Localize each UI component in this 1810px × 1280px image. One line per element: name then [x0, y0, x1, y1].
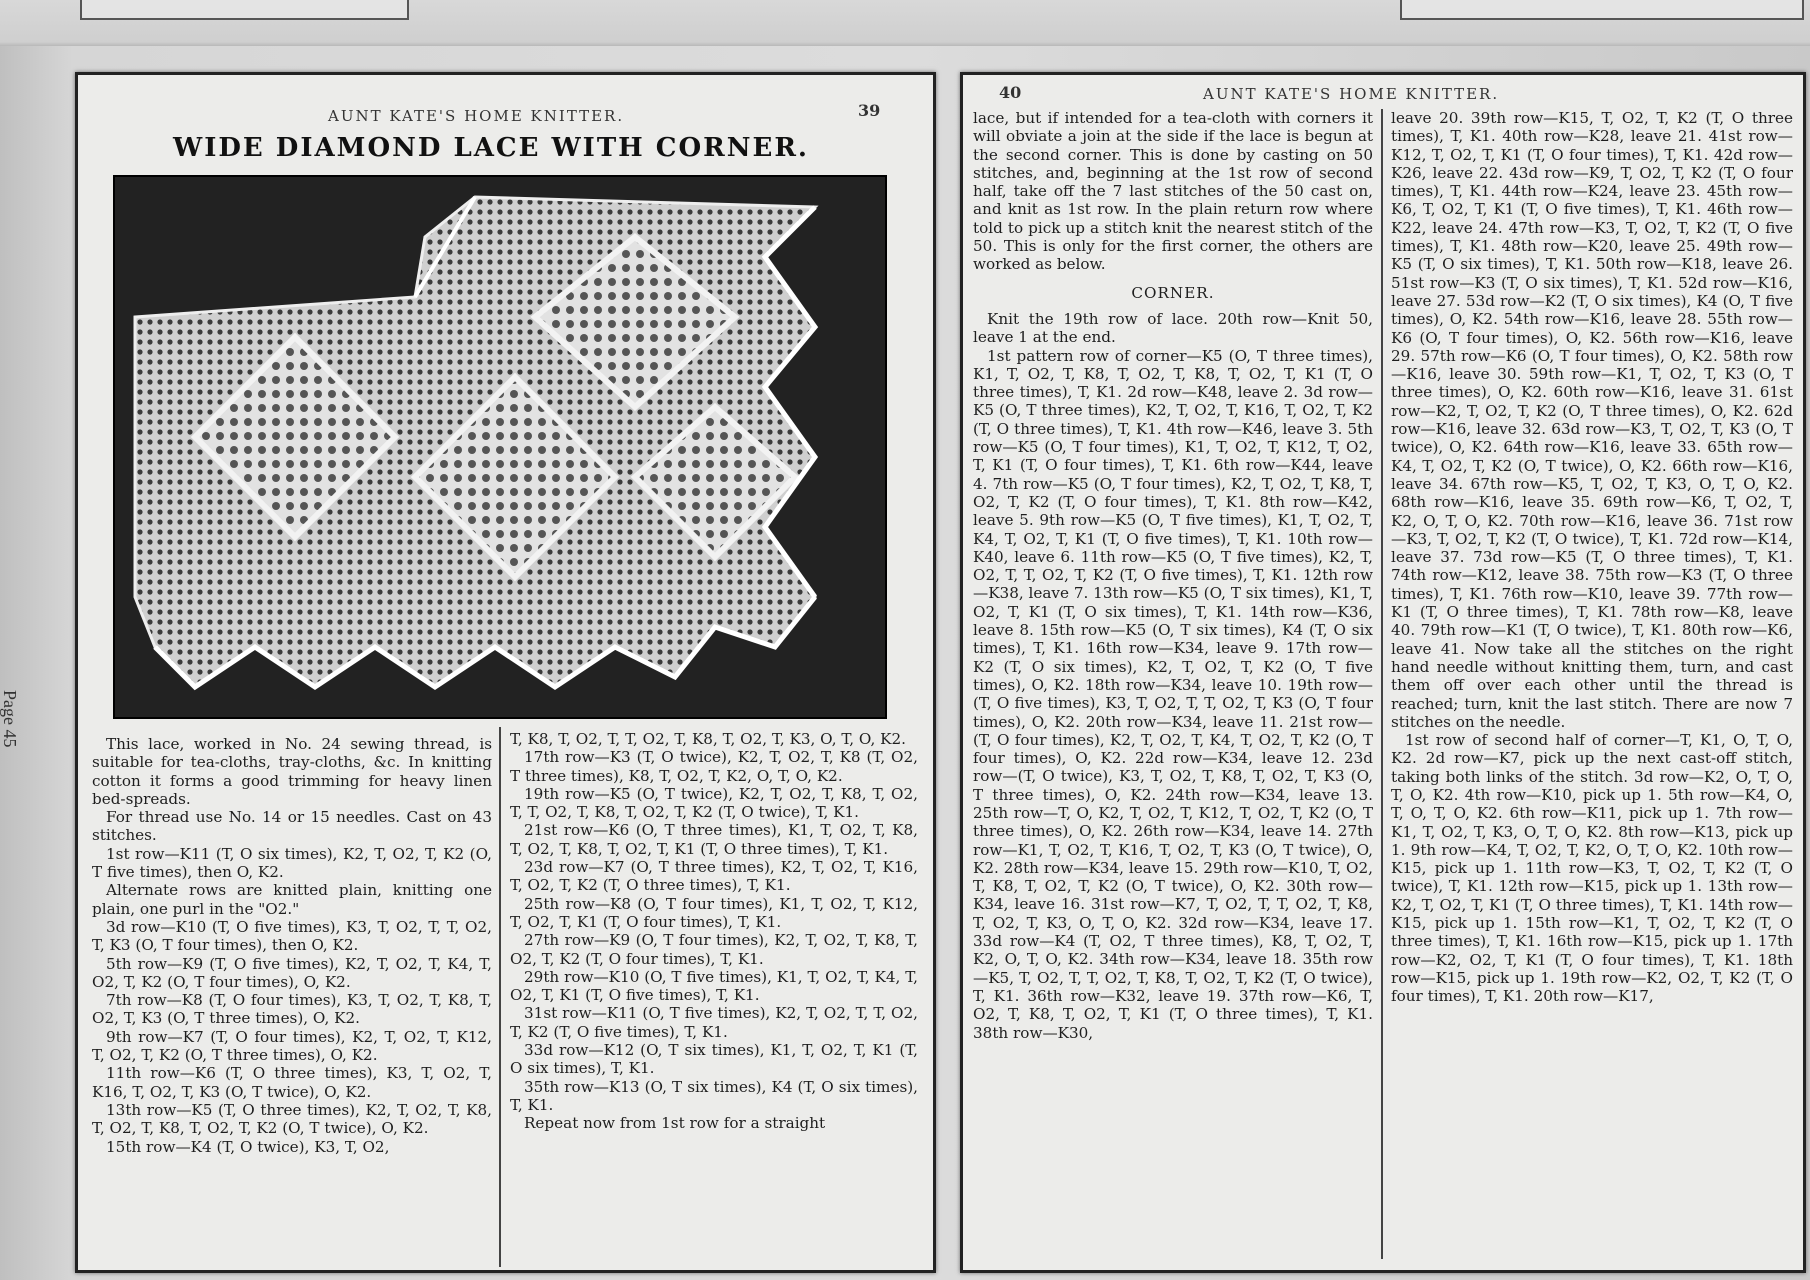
lace-photo — [113, 175, 887, 719]
left-column-2 — [510, 730, 918, 1265]
left-page — [75, 72, 936, 1273]
right-page — [960, 72, 1806, 1273]
paragraph: lace, but if intended for a tea-cloth with corners it will obviate a join at the side if the lace is begun at the second corner. This is done by casting on 50 stitches, and, beginning at the 1st row of second half, take off the 7 last stitches of the 50 cast on, and knit as 1st row. In the plain return row where told to pick up a stitch knit the nearest stitch of the 50. This is only for the first corner, the others are worked as below. — [973, 109, 1373, 274]
running-head-right: AUNT KATE'S HOME KNITTER. — [1203, 85, 1500, 103]
prev-page-edge — [80, 0, 409, 20]
page-title: WIDE DIAMOND LACE WITH CORNER. — [173, 133, 809, 163]
paragraph: 1st row of second half of corner—T, K1, O, T, O, K2. 2d row—K7, pick up the next cast-off stitch, taking both links of the stitch. 3d row—K2, O, T, O, T, O, K2. 4th row—K10, pick up 1. 5th row—K4, O, T, O, T, O, K2. 6th row—K11, pick up 1. 7th row—K1, T, O2, T, K3, O, T, O, K2. 8th row—K13, pick up 1. 9th row—K4, T, O2, T, K2, O, T, O, K2. 10th row—K15, pick up 1. 11th row—K3, T, O2, T, K2 (T, O twice), T, K1. 12th row—K15, pick up 1. 13th row—K2, T, O2, T, K1 (T, O three times), T, K1. 14th row—K15, pick up 1. 15th row—K1, T, O2, T, K2 (T, O three times), T, K1. 16th row—K15, pick up 1. 17th row—K2, O2, T, K1 (T, O four times), T, K1. 18th row—K15, pick up 1. 19th row—K2, O2, T, K2 (T, O four times), T, K1. 20th row—K17, — [1391, 731, 1793, 1006]
paragraph: Knit the 19th row of lace. 20th row—Knit 50, leave 1 at the end. — [973, 309, 1373, 347]
paragraph: 35th row—K13 (O, T six times), K4 (T, O six times), T, K1. — [510, 1077, 918, 1114]
paragraph: 11th row—K6 (T, O three times), K3, T, O2, T, K16, T, O2, T, K3 (O, T twice), O, K2. — [92, 1064, 492, 1101]
paragraph: 5th row—K9 (T, O five times), K2, T, O2, T, K4, T, O2, T, K2 (O, T four times), O, K2. — [92, 954, 492, 991]
page-number-right: 40 — [999, 83, 1022, 102]
column-divider-left — [499, 727, 501, 1267]
paragraph: 25th row—K8 (O, T four times), K1, T, O2, T, K12, T, O2, T, K1 (T, O four times), T, K1. — [510, 894, 918, 931]
paragraph: 33d row—K12 (O, T six times), K1, T, O2, T, K1 (T, O six times), T, K1. — [510, 1041, 918, 1078]
paragraph: 23d row—K7 (O, T three times), K2, T, O2, T, K16, T, O2, T, K2 (T, O three times), T, K1. — [510, 858, 918, 895]
paragraph: 31st row—K11 (O, T five times), K2, T, O2, T, T, O2, T, K2 (T, O five times), T, K1. — [510, 1004, 918, 1041]
right-column-2 — [1391, 109, 1793, 1264]
running-head-left: AUNT KATE'S HOME KNITTER. — [328, 107, 625, 125]
paragraph: 3d row—K10 (T, O five times), K3, T, O2, T, T, O2, T, K3 (O, T four times), then O, K2. — [92, 917, 492, 955]
paragraph: Alternate rows are knitted plain, knitting one plain, one purl in the "O2." — [92, 881, 492, 918]
left-column-1 — [92, 735, 492, 1265]
prev-page-edge-right — [1400, 0, 1804, 20]
paragraph: T, K8, T, O2, T, T, O2, T, K8, T, O2, T, K3, O, T, O, K2. — [510, 730, 906, 748]
corner-heading: CORNER. — [1131, 283, 1215, 302]
paragraph: For thread use No. 14 or 15 needles. Cast on 43 stitches. — [92, 808, 492, 845]
paragraph: leave 20. 39th row—K15, T, O2, T, K2 (T, O three times), T, K1. 40th row—K28, leave 21. 41st row—K12, T, O2, T, K1 (T, O four times), T, K1. 42d row—K26, leave 22. 43d row—K9, T, O2, T, K2 (T, O four times), T, K1. 44th row—K24, leave 23. 45th row—K6, T, O2, T, K1 (T, O five times), T, K1. 46th row—K22, leave 24. 47th row—K3, T, O2, T, K2 (T, O five times), T, K1. 48th row—K20, leave 25. 49th row—K5 (T, O six times), T, K1. 50th row—K18, leave 26. 51st row—K3 (T, O six times), T, K1. 52d row—K16, leave 27. 53d row—K2 (T, O six times), K4 (O, T five times), O, K2. 54th row—K16, leave 28. 55th row—K6 (O, T four times), O, K2. 56th row—K16, leave 29. 57th row—K6 (O, T four times), O, K2. 58th row—K16, leave 30. 59th row—K1, T, O2, T, K3 (O, T three times), O, K2. 60th row—K16, leave 31. 61st row—K2, T, O2, T, K2 (O, T three times), O, K2. 62d row—K16, leave 32. 63d row—K3, T, O2, T, K3 (O, T twice), O, K2. 64th row—K16, leave 33. 65th row—K4, T, O2, T, K2 (O, T twice), O, K2. 66th row—K16, leave 34. 67th row—K5, T, O2, T, K3, O, T, O, K2. 68th row—K16, leave 35. 69th row—K6, T, O2, T, K2, O, T, O, K2. 70th row—K16, leave 36. 71st row—K3, T, O2, T, K2 (T, O twice), T, K1. 72d row—K14, leave 37. 73d row—K5 (T, O three times), T, K1. 74th row—K12, leave 38. 75th row—K3 (T, O three times), T, K1. 76th row—K10, leave 39. 77th row—K1 (T, O three times), T, K1. 78th row—K8, leave 40. 79th row—K1 (T, O twice), T, K1. 80th row—K6, leave 41. Now take all the stitches on the right hand needle without knitting them, turn, and cast them off over each other until the thread is reached; turn, knit the last stitch. There are now 7 stitches on the needle. — [1391, 109, 1793, 731]
paragraph: 13th row—K5 (T, O three times), K2, T, O2, T, K8, T, O2, T, K8, T, O2, T, K2 (O, T twice), O, K2. — [92, 1100, 492, 1138]
paragraph: 1st pattern row of corner—K5 (O, T three times), K1, T, O2, T, K8, T, O2, T, K8, T, O2, T, K1 (T, O three times), T, K1. 2d row—K48, leave 2. 3d row—K5 (O, T three times), K2, T, O2, T, K16, T, O2, T, K2 (T, O three times), T, K1. 4th row—K46, leave 3. 5th row—K5 (O, T four times), K1, T, O2, T, K12, T, O2, T, K1 (T, O four times), T, K1. 6th row—K44, leave 4. 7th row—K5 (O, T four times), K2, T, O2, T, K8, T, O2, T, K2 (T, O four times), T, K1. 8th row—K42, leave 5. 9th row—K5 (O, T five times), K1, T, O2, T, K4, T, O2, T, K1 (T, O five times), T, K1. 10th row—K40, leave 6. 11th row—K5 (O, T five times), K2, T, O2, T, T, O2, T, K2 (T, O five times), T, K1. 12th row—K38, leave 7. 13th row—K5 (O, T six times), K1, T, O2, T, K1 (T, O six times), T, K1. 14th row—K36, leave 8. 15th row—K5 (O, T six times), K4 (T, O six times), T, K1. 16th row—K34, leave 9. 17th row—K2 (T, O six times), K2, T, O2, T, K2 (O, T five times), O, K2. 18th row—K34, leave 10. 19th row—(T, O five times), K3, T, O2, T, T, O2, T, K3 (O, T four times), O, K2. 20th row—K34, leave 11. 21st row—(T, O four times), K2, T, O2, T, K4, T, O2, T, K2 (O, T four times), O, K2. 22d row—K34, leave 12. 23d row—(T, O twice), K3, T, O2, T, K8, T, O2, T, K3 (O, T three times), O, K2. 24th row—K34, leave 13. 25th row—T, O, K2, T, O2, T, K12, T, O2, T, K2 (O, T three times), O, K2. 26th row—K34, leave 14. 27th row—K1, T, O2, T, K16, T, O2, T, K3 (O, T twice), O, K2. 28th row—K34, leave 15. 29th row—K10, T, O2, T, K8, T, O2, T, K2 (O, T twice), O, K2. 30th row—K34, leave 16. 31st row—K7, T, O2, T, T, O2, T, K8, T, O2, T, K3, O, T, O, K2. 32d row—K34, leave 17. 33d row—K4 (T, O2, T three times), K8, T, O2, T, K2, O, T, O, K2. 34th row—K34, leave 18. 35th row—K5, T, O2, T, T, O2, T, K8, T, O2, T, K2 (T, O twice), T, K1. 36th row—K32, leave 19. 37th row—K6, T, O2, T, K8, T, O2, T, K1 (T, O three times), T, K1. 38th row—K30, — [973, 346, 1373, 1042]
paragraph: 7th row—K8 (T, O four times), K3, T, O2, T, K8, T, O2, T, K3 (O, T three times), O, K2. — [92, 991, 492, 1028]
paragraph: Repeat now from 1st row for a straight — [524, 1114, 826, 1133]
paragraph: This lace, worked in No. 24 sewing thread, is suitable for tea-cloths, tray-cloths, &c. In knitting cotton it forms a good trimming for heavy linen bed-spreads. — [92, 735, 492, 808]
lace-photo-icon — [115, 177, 885, 717]
paragraph: 1st row—K11 (T, O six times), K2, T, O2, T, K2 (O, T five times), then O, K2. — [92, 844, 492, 882]
paragraph: 21st row—K6 (O, T three times), K1, T, O2, T, K8, T, O2, T, K8, T, O2, T, K1 (T, O three times), T, K1. — [510, 821, 918, 858]
paragraph: 15th row—K4 (T, O twice), K3, T, O2, — [106, 1137, 390, 1156]
paragraph: 9th row—K7 (T, O four times), K2, T, O2, T, K12, T, O2, T, K2 (O, T three times), O, K2. — [92, 1027, 492, 1065]
right-column-1 — [973, 109, 1373, 1264]
paragraph: 17th row—K3 (T, O twice), K2, T, O2, T, K8 (T, O2, T three times), K8, T, O2, T, K2, O, T, O, K2. — [510, 748, 918, 785]
paragraph: 27th row—K9 (O, T four times), K2, T, O2, T, K8, T, O2, T, K2 (T, O four times), T, K1. — [510, 931, 918, 968]
column-divider-right — [1381, 109, 1383, 1259]
page-number-left: 39 — [858, 101, 881, 120]
side-page-label: Page 45 — [0, 690, 20, 748]
paragraph: 19th row—K5 (O, T twice), K2, T, O2, T, K8, T, O2, T, T, O2, T, K8, T, O2, T, K2 (T, O twice), T, K1. — [510, 784, 918, 822]
paragraph: 29th row—K10 (O, T five times), K1, T, O2, T, K4, T, O2, T, K1 (T, O five times), T, K1. — [510, 967, 918, 1005]
